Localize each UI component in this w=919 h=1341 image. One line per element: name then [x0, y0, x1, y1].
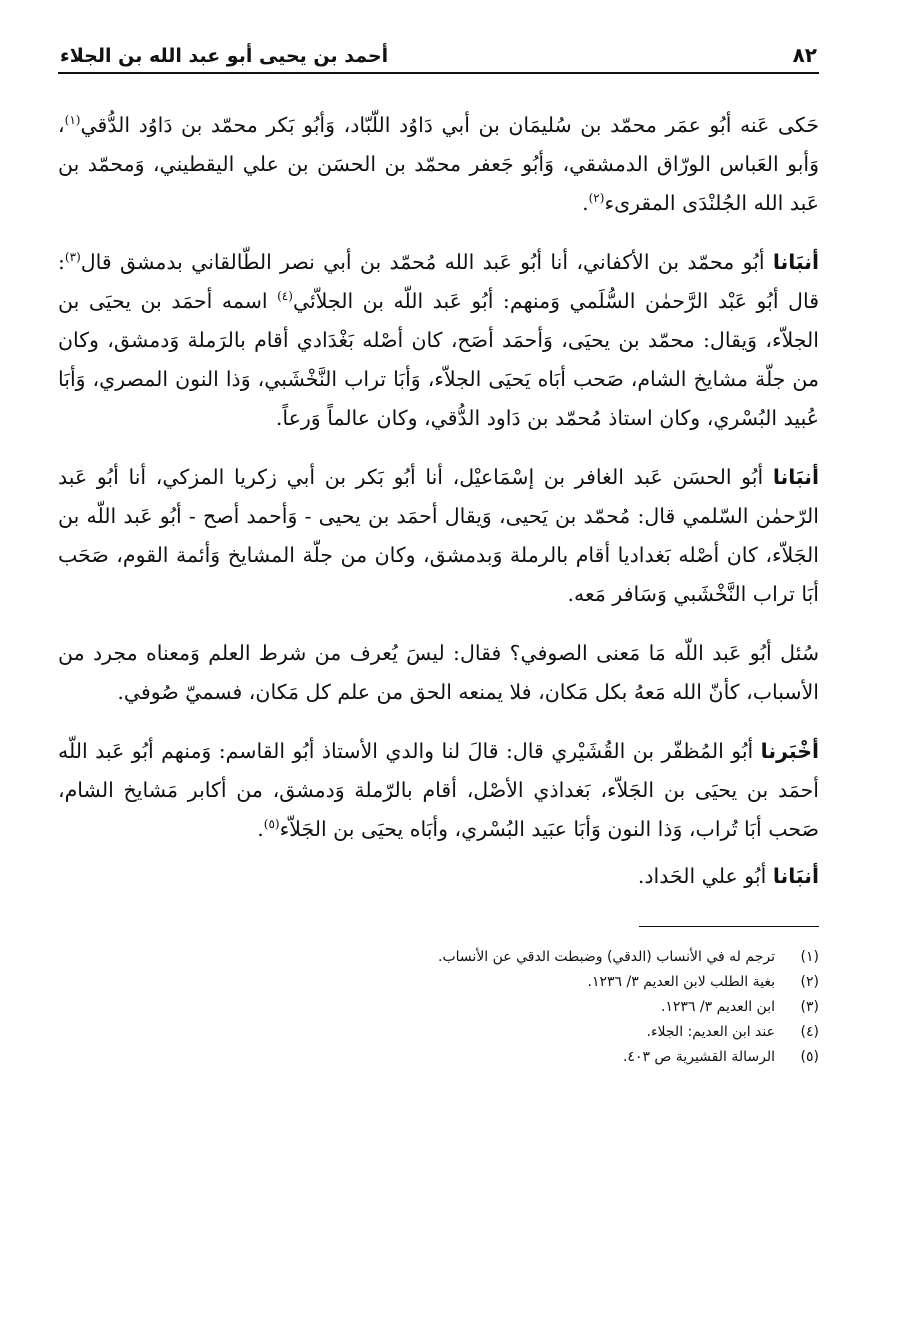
- paragraph-lead-word: أنبَانا: [772, 250, 819, 274]
- footnote-marker: (٢): [588, 191, 605, 206]
- footnote-number: (٥): [800, 1049, 819, 1065]
- paragraph-lead-word: أنبَانا: [772, 465, 819, 489]
- footnote-number: (٣): [800, 999, 819, 1015]
- paragraph-text: .: [257, 817, 264, 841]
- footnote: [58, 1045, 819, 1070]
- footnote-separator: [639, 926, 819, 927]
- footnote-number: (٤): [800, 1024, 819, 1040]
- paragraph-text: أبُو المُظفّر بن القُشَيْري قال: قالَ لنا والدي الأستاذ أبُو القاسم: وَمنهم أبُو عَبد اللّه أحمَد بن يحيَى بن الجَلاّء، بَغداذي الأصْل، أقام بالرّملة وَدمشق، من أكابر مَشايخ الشام، صَحب أبَا تُراب، وَذا النون وَأبَا عبَيد البُسْري، وأبَاه يحيَى بن الجَلاّء: [58, 739, 819, 841]
- book-page: [58, 40, 819, 1300]
- footnote-text: بغية الطلب لابن العديم ٣/ ١٢٣٦.: [587, 974, 775, 990]
- running-title: أحمد بن يحيى أبو عبد الله بن الجلاء: [60, 45, 389, 67]
- paragraph: [58, 458, 819, 614]
- page-number: ٨٢: [792, 43, 817, 67]
- paragraph-lead-word: أنبَانا: [772, 864, 819, 888]
- paragraph: [58, 732, 819, 849]
- footnotes: [58, 945, 819, 1070]
- paragraph-text: أبُو الحسَن عَبد الغافر بن إسْمَاعيْل، أنا أبُو بَكر بن أبي زكريا المزكي، أنا أبُو عَبد الرّحمٰن السّلمي قال: مُحمّد بن يَحيى، وَيقال أحمَد بن يحيى - وَأحمد أصح - أبُو عَبد اللّه بن الجَلاّء، كان أصْله بَغداديا أقام بالرملة وَبدمشق، وكان من جلّة المشايخ وَأئمة القوم، صَحَب أبَا تراب النَّخْشَبي وَسَافر مَعه.: [58, 465, 819, 606]
- paragraph-text: : قال أبُو عَبْد الرَّحمٰن السُّلَمي وَمنهم: أبُو عَبد اللّه بن الجلاّئي: [58, 250, 820, 313]
- footnote-marker: (٤): [277, 289, 293, 304]
- footnote-text: الرسالة القشيرية ص ٤٠٣.: [622, 1049, 775, 1065]
- paragraph: [58, 634, 819, 712]
- paragraph-lead-word: أخْبَرنا: [760, 739, 819, 763]
- paragraph-text: سُئل أبُو عَبد اللّه مَا مَعنى الصوفي؟ فقال: ليسَ يُعرف من شرط العلم وَمعناه مجرد من الأسباب، كأنّ الله مَعهُ بكل مَكان، فلا يمنعه الحق من علم كل مَكان، فسميّ صُوفي.: [58, 641, 819, 704]
- footnote: [58, 1020, 819, 1045]
- paragraph-text: اسمه أحمَد بن يحيَى بن الجلاّء، وَيقال: محمّد بن يحيَى، وَأحمَد أصَح، كان أصْله بَغْدَادي أقام بالرَملة وَدمشق، وكان من جلّة مشايخ الشام، صَحب أبَاه يَحيَى الجلاّء، وَأبَا تراب النَّخْشَبي، وَذا النون المصري، وَأبَا عُبيد البُسْري، وكان استاذ مُحمّد بن دَاود الدُّقي، وكان عالماً وَرعاً.: [58, 289, 819, 430]
- running-header: [58, 40, 819, 74]
- footnote-text: عند ابن العديم: الجلاء.: [646, 1024, 775, 1040]
- main-text: [58, 106, 819, 896]
- paragraph-text: .: [582, 191, 589, 215]
- paragraph-text: أبُو محمّد بن الأكفاني، أنا أبُو عَبد الله مُحمّد بن أبي نصر الطّالقاني بدمشق قال: [80, 250, 773, 274]
- paragraph: [58, 243, 819, 438]
- paragraph-text: ، وَأبو العَباس الورّاق الدمشقي، وَأبُو جَعفر محمّد بن الحسَن بن علي اليقطيني، وَمحمّد بن عَبد الله الجُلنْدَى المقرىء: [58, 113, 819, 215]
- footnote: [58, 970, 819, 995]
- footnote-marker: (٣): [64, 250, 81, 265]
- footnote-marker: (١): [64, 113, 81, 128]
- paragraph-text: أبُو علي الحَداد.: [637, 864, 773, 888]
- footnote: [58, 995, 819, 1020]
- paragraph-text: حَكى عَنه أبُو عمَر محمّد بن سُليمَان بن أبي دَاوُد اللّبّاد، وَأبُو بَكر محمّد بن دَاوُد الدُّقي: [80, 113, 819, 137]
- footnote-number: (٢): [800, 974, 819, 990]
- footnote: [58, 945, 819, 970]
- paragraph: [58, 857, 819, 896]
- footnote-number: (١): [800, 949, 819, 965]
- paragraph: [58, 106, 819, 223]
- footnote-marker: (٥): [263, 817, 280, 832]
- footnote-text: ترجم له في الأنساب (الدقي) وضبطت الدقي عن الأنساب.: [438, 949, 775, 965]
- footnote-text: ابن العديم ٣/ ١٢٣٦.: [660, 999, 775, 1015]
